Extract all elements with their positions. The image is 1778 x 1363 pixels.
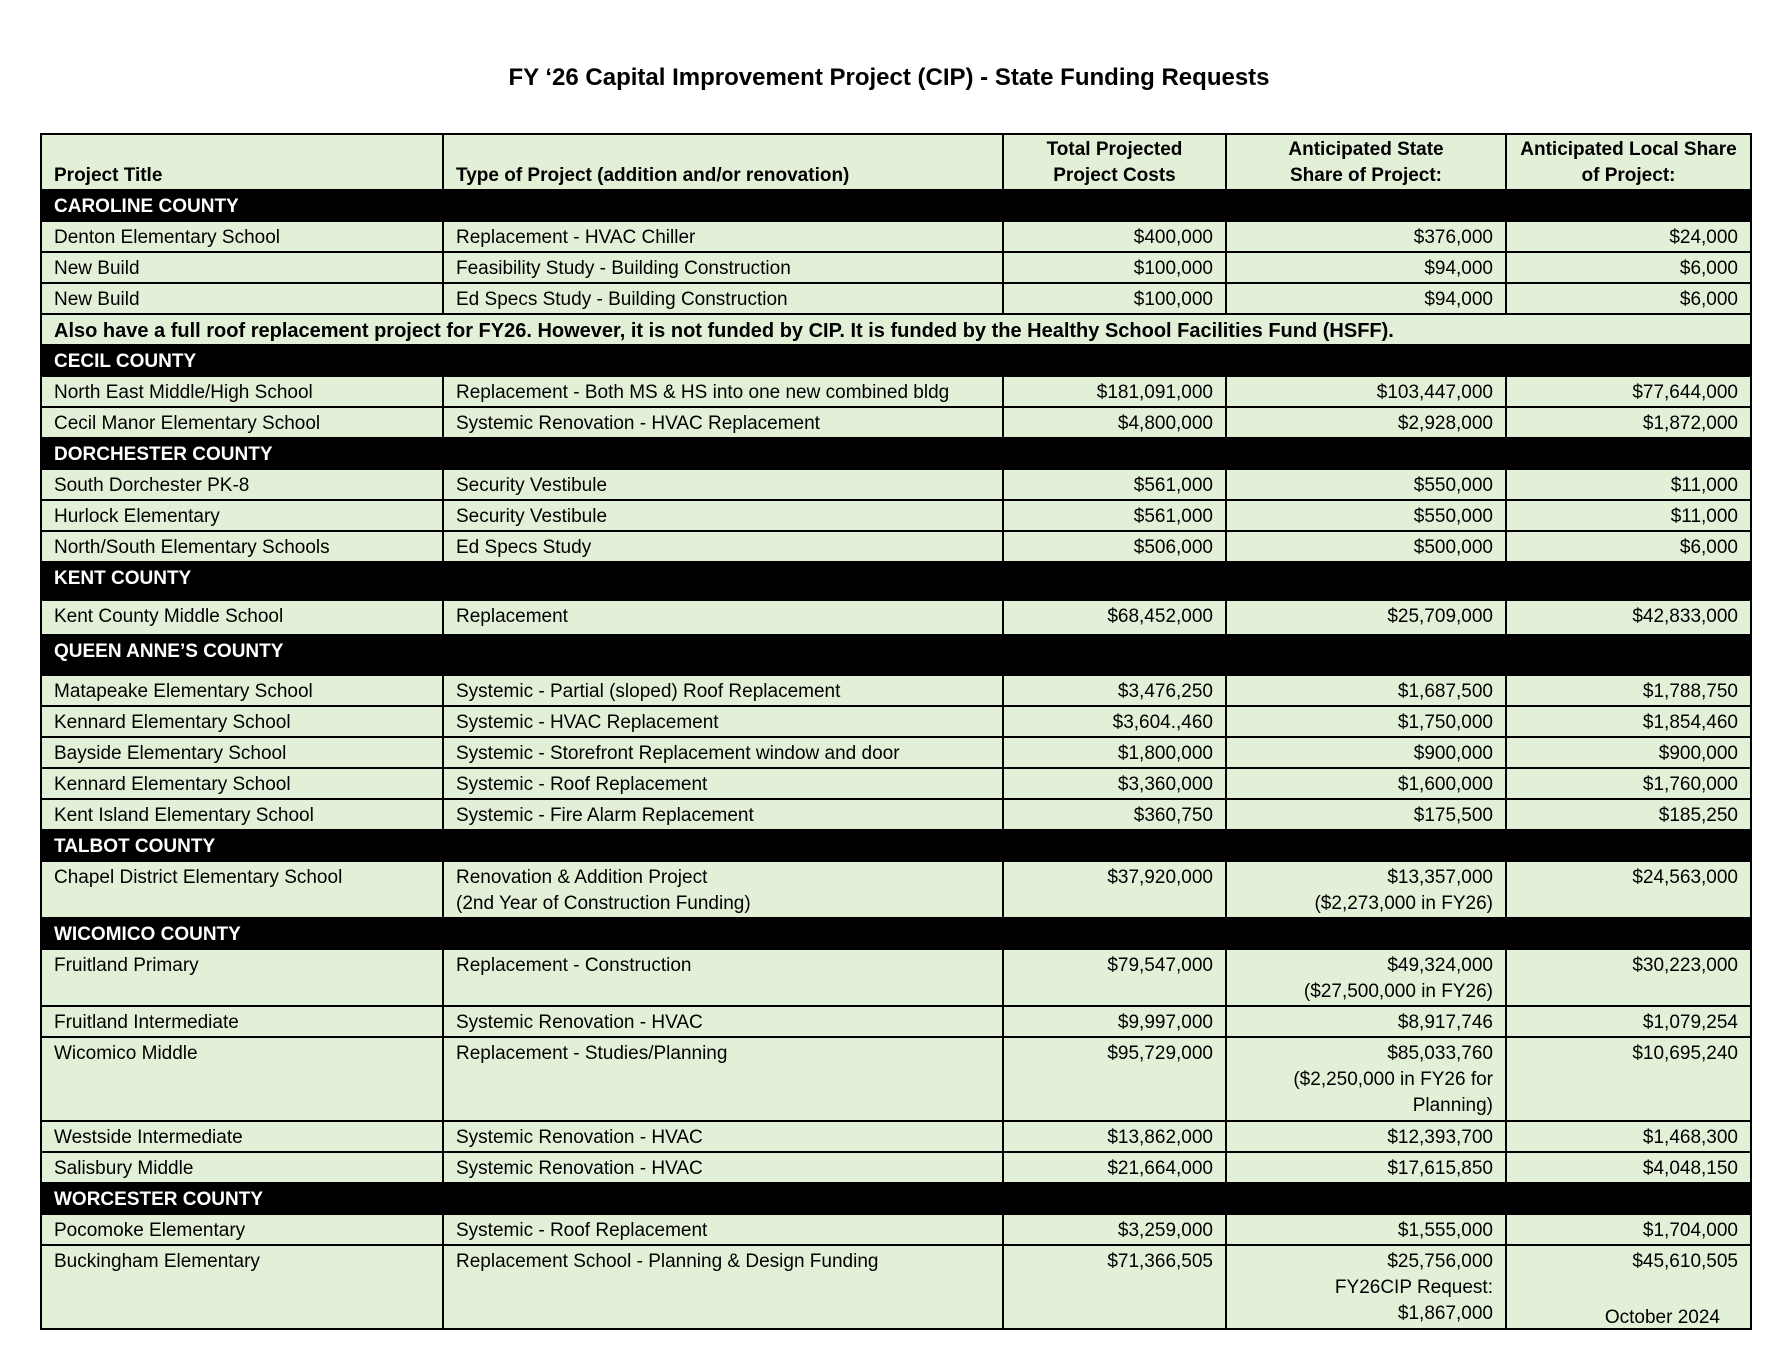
county-header-row xyxy=(41,562,1751,600)
cell-state-share xyxy=(1226,469,1506,500)
cell-project-type xyxy=(443,1245,1003,1329)
header-local-line2: of Project: xyxy=(1581,165,1676,186)
table-row xyxy=(41,1245,1751,1329)
cell-state-share-line: FY26CIP Request: xyxy=(1334,1277,1493,1298)
cell-project-type-line: Replacement - Construction xyxy=(456,955,692,976)
table-row xyxy=(41,706,1751,737)
cell-project-type xyxy=(443,1152,1003,1183)
cell-project-type-line: Systemic - Fire Alarm Replacement xyxy=(456,805,754,826)
cell-project-title: Kent County Middle School xyxy=(41,600,443,635)
cell-state-share-line: $25,756,000 xyxy=(1387,1251,1493,1272)
cell-state-share xyxy=(1226,675,1506,706)
page-title: FY ‘26 Capital Improvement Project (CIP) - State Funding Requests xyxy=(508,64,1270,91)
cell-project-type-line: Systemic Renovation - HVAC xyxy=(456,1158,703,1179)
cell-project-title: Pocomoke Elementary xyxy=(41,1214,443,1245)
cell-project-title: Wicomico Middle xyxy=(41,1037,443,1121)
cell-state-share xyxy=(1226,1121,1506,1152)
header-local-share xyxy=(1506,134,1751,190)
cell-project-title: Kennard Elementary School xyxy=(41,768,443,799)
cell-total-cost-line: $506,000 xyxy=(1133,537,1213,558)
cell-state-share-line: $17,615,850 xyxy=(1387,1158,1493,1179)
cell-local-share-line: $24,563,000 xyxy=(1632,867,1738,888)
cell-project-title: Buckingham Elementary xyxy=(41,1245,443,1329)
cell-local-share xyxy=(1506,531,1751,562)
cell-total-cost xyxy=(1003,1121,1226,1152)
cell-project-title: North East Middle/High School xyxy=(41,376,443,407)
cell-total-cost-line: $561,000 xyxy=(1133,475,1213,496)
cell-state-share-line: $85,033,760 xyxy=(1387,1043,1493,1064)
cell-state-share-line: $94,000 xyxy=(1424,258,1493,279)
table-row xyxy=(41,799,1751,830)
cell-project-title: South Dorchester PK-8 xyxy=(41,469,443,500)
county-header-row xyxy=(41,635,1751,675)
cell-local-share xyxy=(1506,799,1751,830)
cell-local-share-line: $4,048,150 xyxy=(1642,1158,1738,1179)
cell-local-share xyxy=(1506,283,1751,314)
cell-state-share xyxy=(1226,949,1506,1006)
cell-project-type xyxy=(443,500,1003,531)
cell-local-share-line: $1,468,300 xyxy=(1642,1127,1738,1148)
cell-project-title: New Build xyxy=(41,283,443,314)
cell-total-cost-line: $9,997,000 xyxy=(1117,1012,1213,1033)
county-header-row xyxy=(41,1183,1751,1214)
cell-total-cost xyxy=(1003,500,1226,531)
cell-total-cost xyxy=(1003,1152,1226,1183)
header-local-line1: Anticipated Local Share xyxy=(1520,139,1737,160)
cell-project-type xyxy=(443,376,1003,407)
cell-total-cost-line: $3,259,000 xyxy=(1117,1220,1213,1241)
county-header-row xyxy=(41,190,1751,221)
cell-total-cost-line: $95,729,000 xyxy=(1107,1043,1213,1064)
cell-local-share xyxy=(1506,768,1751,799)
cell-state-share xyxy=(1226,283,1506,314)
cell-project-type-line: Replacement - Studies/Planning xyxy=(456,1043,728,1064)
cell-state-share-line: $376,000 xyxy=(1413,227,1493,248)
cell-project-type xyxy=(443,469,1003,500)
table-header-row xyxy=(41,134,1751,190)
cell-project-type-line: Replacement - Both MS & HS into one new combined bldg xyxy=(456,382,950,403)
county-name: QUEEN ANNE’S COUNTY xyxy=(41,635,1751,675)
cell-local-share-line: $30,223,000 xyxy=(1632,955,1738,976)
header-total-cost xyxy=(1003,134,1226,190)
cell-local-share xyxy=(1506,949,1751,1006)
cell-local-share-line: $24,000 xyxy=(1669,227,1738,248)
county-name: WORCESTER COUNTY xyxy=(41,1183,1751,1214)
county-name: WICOMICO COUNTY xyxy=(41,918,1751,949)
cell-local-share-line: $1,079,254 xyxy=(1642,1012,1738,1033)
cell-project-type xyxy=(443,1214,1003,1245)
cell-local-share-line: $6,000 xyxy=(1679,258,1738,279)
cell-total-cost-line: $4,800,000 xyxy=(1117,413,1213,434)
table-row xyxy=(41,469,1751,500)
cell-project-type-line: Ed Specs Study - Building Construction xyxy=(456,289,788,310)
cell-project-title: Kennard Elementary School xyxy=(41,706,443,737)
cell-project-title: Bayside Elementary School xyxy=(41,737,443,768)
cell-local-share-line: $42,833,000 xyxy=(1632,606,1738,627)
table-row xyxy=(41,861,1751,918)
cell-state-share xyxy=(1226,737,1506,768)
cell-local-share-line: $1,788,750 xyxy=(1642,681,1738,702)
cell-state-share-line: $550,000 xyxy=(1413,475,1493,496)
cell-project-title: Fruitland Primary xyxy=(41,949,443,1006)
cell-project-type xyxy=(443,706,1003,737)
cell-local-share xyxy=(1506,1121,1751,1152)
cell-local-share xyxy=(1506,861,1751,918)
cell-total-cost xyxy=(1003,768,1226,799)
cell-total-cost-line: $1,800,000 xyxy=(1117,743,1213,764)
cell-project-type xyxy=(443,283,1003,314)
cell-state-share-line: $1,555,000 xyxy=(1397,1220,1493,1241)
cell-state-share-line: $500,000 xyxy=(1413,537,1493,558)
cell-project-type xyxy=(443,221,1003,252)
cell-state-share xyxy=(1226,1037,1506,1121)
table-row xyxy=(41,768,1751,799)
cell-project-type-line: Systemic - Roof Replacement xyxy=(456,774,708,795)
cell-project-type-line: Ed Specs Study xyxy=(456,537,592,558)
table-row xyxy=(41,252,1751,283)
cell-local-share-line: $900,000 xyxy=(1658,743,1738,764)
cell-total-cost-line: $3,360,000 xyxy=(1117,774,1213,795)
cell-state-share xyxy=(1226,221,1506,252)
cell-project-title: Hurlock Elementary xyxy=(41,500,443,531)
county-header-row xyxy=(41,345,1751,376)
table-body xyxy=(41,190,1751,1329)
cell-total-cost-line: $100,000 xyxy=(1133,289,1213,310)
table-row xyxy=(41,675,1751,706)
cell-local-share-line: $10,695,240 xyxy=(1632,1043,1738,1064)
cell-total-cost xyxy=(1003,706,1226,737)
header-state-line1: Anticipated State xyxy=(1288,139,1444,160)
cell-project-type xyxy=(443,799,1003,830)
cell-state-share-line: $1,600,000 xyxy=(1397,774,1493,795)
cell-state-share-line: $2,928,000 xyxy=(1397,413,1493,434)
cell-total-cost-line: $360,750 xyxy=(1133,805,1213,826)
cell-project-type xyxy=(443,768,1003,799)
cell-state-share xyxy=(1226,600,1506,635)
cell-state-share-line: $94,000 xyxy=(1424,289,1493,310)
cell-project-title: Fruitland Intermediate xyxy=(41,1006,443,1037)
table-row xyxy=(41,949,1751,1006)
cell-local-share xyxy=(1506,1037,1751,1121)
cell-state-share-line: $550,000 xyxy=(1413,506,1493,527)
cell-project-type-line: Systemic Renovation - HVAC xyxy=(456,1012,703,1033)
cell-local-share-line: $6,000 xyxy=(1679,289,1738,310)
header-total-line2: Project Costs xyxy=(1053,165,1176,186)
cell-local-share xyxy=(1506,469,1751,500)
cell-state-share xyxy=(1226,1214,1506,1245)
county-name: TALBOT COUNTY xyxy=(41,830,1751,861)
cell-project-type-line: Systemic Renovation - HVAC Replacement xyxy=(456,413,820,434)
cell-project-type-line: Systemic - HVAC Replacement xyxy=(456,712,719,733)
cell-state-share xyxy=(1226,531,1506,562)
cell-state-share-line: $1,687,500 xyxy=(1397,681,1493,702)
cell-state-share xyxy=(1226,407,1506,438)
note-text: Also have a full roof replacement project for FY26. However, it is not funded by CIP. It is funded by the Healthy School Facilities Fund (HSFF). xyxy=(41,314,1751,345)
cell-total-cost xyxy=(1003,531,1226,562)
cell-state-share xyxy=(1226,1006,1506,1037)
cell-state-share-line: $1,750,000 xyxy=(1397,712,1493,733)
cell-total-cost xyxy=(1003,1245,1226,1329)
cell-local-share-line: $11,000 xyxy=(1670,475,1738,496)
cell-project-title: Denton Elementary School xyxy=(41,221,443,252)
cell-project-type xyxy=(443,675,1003,706)
cell-total-cost xyxy=(1003,221,1226,252)
county-name: DORCHESTER COUNTY xyxy=(41,438,1751,469)
cell-project-type xyxy=(443,1037,1003,1121)
cell-state-share-line: ($27,500,000 in FY26) xyxy=(1303,981,1493,1002)
cell-local-share xyxy=(1506,1214,1751,1245)
county-header-row xyxy=(41,918,1751,949)
table-row xyxy=(41,1121,1751,1152)
cell-project-type-line: Security Vestibule xyxy=(456,506,608,527)
cell-state-share xyxy=(1226,1152,1506,1183)
table-row xyxy=(41,221,1751,252)
county-name: CECIL COUNTY xyxy=(41,345,1751,376)
cell-total-cost xyxy=(1003,1006,1226,1037)
cell-total-cost-line: $3,476,250 xyxy=(1117,681,1213,702)
cell-project-type xyxy=(443,600,1003,635)
cell-total-cost xyxy=(1003,799,1226,830)
cell-state-share xyxy=(1226,768,1506,799)
table-row xyxy=(41,531,1751,562)
cell-local-share xyxy=(1506,737,1751,768)
cell-project-title: Cecil Manor Elementary School xyxy=(41,407,443,438)
cell-project-type xyxy=(443,531,1003,562)
cell-total-cost-line: $79,547,000 xyxy=(1107,955,1213,976)
cell-total-cost xyxy=(1003,737,1226,768)
cell-local-share-line: $6,000 xyxy=(1679,537,1738,558)
cell-total-cost xyxy=(1003,675,1226,706)
cell-state-share xyxy=(1226,861,1506,918)
cell-total-cost xyxy=(1003,861,1226,918)
header-project-title: Project Title xyxy=(41,134,443,190)
cell-project-type xyxy=(443,949,1003,1006)
footer-date: October 2024 xyxy=(1604,1307,1720,1328)
cell-local-share-line: $77,644,000 xyxy=(1632,382,1738,403)
cell-total-cost-line: $561,000 xyxy=(1133,506,1213,527)
cell-local-share xyxy=(1506,1006,1751,1037)
cell-total-cost xyxy=(1003,600,1226,635)
cell-total-cost-line: $400,000 xyxy=(1133,227,1213,248)
cell-project-type-line: Systemic - Storefront Replacement window and door xyxy=(456,743,900,764)
cell-state-share-line: ($2,250,000 in FY26 for xyxy=(1293,1069,1493,1090)
cell-project-title: Matapeake Elementary School xyxy=(41,675,443,706)
cell-state-share-line: $103,447,000 xyxy=(1376,382,1493,403)
cell-state-share-line: $25,709,000 xyxy=(1387,606,1493,627)
note-row xyxy=(41,314,1751,345)
cell-state-share-line: $49,324,000 xyxy=(1387,955,1493,976)
cell-project-title: Chapel District Elementary School xyxy=(41,861,443,918)
cell-project-type xyxy=(443,252,1003,283)
cell-state-share-line: $1,867,000 xyxy=(1397,1303,1493,1324)
table-row xyxy=(41,376,1751,407)
table-row xyxy=(41,283,1751,314)
table-row xyxy=(41,737,1751,768)
cell-project-type-line: Systemic Renovation - HVAC xyxy=(456,1127,703,1148)
cell-total-cost-line: $71,366,505 xyxy=(1107,1251,1213,1272)
cell-project-type-line: Security Vestibule xyxy=(456,475,608,496)
county-header-row xyxy=(41,438,1751,469)
cell-total-cost xyxy=(1003,407,1226,438)
cell-local-share xyxy=(1506,675,1751,706)
cell-project-type-line: Replacement School - Planning & Design Funding xyxy=(456,1251,879,1272)
table-row xyxy=(41,1214,1751,1245)
cell-total-cost-line: $181,091,000 xyxy=(1096,382,1213,403)
cell-project-type-line: Systemic - Partial (sloped) Roof Replacement xyxy=(456,681,841,702)
cell-state-share xyxy=(1226,706,1506,737)
cell-project-type-line: Replacement xyxy=(456,606,568,627)
cell-local-share xyxy=(1506,407,1751,438)
cell-project-type-line: (2nd Year of Construction Funding) xyxy=(456,893,751,914)
cell-state-share-line: $900,000 xyxy=(1413,743,1493,764)
county-header-row xyxy=(41,830,1751,861)
cell-state-share-line: $175,500 xyxy=(1413,805,1493,826)
cell-total-cost-line: $100,000 xyxy=(1133,258,1213,279)
header-project-type: Type of Project (addition and/or renovation) xyxy=(443,134,1003,190)
cell-project-title: Kent Island Elementary School xyxy=(41,799,443,830)
cell-local-share-line: $1,872,000 xyxy=(1642,413,1738,434)
cell-total-cost-line: $68,452,000 xyxy=(1107,606,1213,627)
cip-funding-table xyxy=(40,133,1752,1330)
cell-state-share-line: Planning) xyxy=(1412,1095,1493,1116)
cell-state-share-line: $13,357,000 xyxy=(1387,867,1493,888)
cell-state-share-line: $8,917,746 xyxy=(1397,1012,1493,1033)
cell-local-share-line: $45,610,505 xyxy=(1632,1251,1738,1272)
table-row xyxy=(41,500,1751,531)
cell-total-cost-line: $37,920,000 xyxy=(1107,867,1213,888)
cell-local-share-line: $1,760,000 xyxy=(1642,774,1738,795)
cell-state-share xyxy=(1226,252,1506,283)
cell-total-cost xyxy=(1003,283,1226,314)
cell-local-share-line: $185,250 xyxy=(1658,805,1738,826)
table-row xyxy=(41,1152,1751,1183)
header-state-line2: Share of Project: xyxy=(1289,165,1443,186)
cell-local-share xyxy=(1506,252,1751,283)
cell-state-share-line: $12,393,700 xyxy=(1387,1127,1493,1148)
cell-project-title: North/South Elementary Schools xyxy=(41,531,443,562)
table-row xyxy=(41,1006,1751,1037)
cell-local-share xyxy=(1506,706,1751,737)
header-state-share xyxy=(1226,134,1506,190)
cell-state-share xyxy=(1226,1245,1506,1329)
cell-total-cost xyxy=(1003,949,1226,1006)
cell-local-share xyxy=(1506,376,1751,407)
cell-project-type-line: Feasibility Study - Building Construction xyxy=(456,258,791,279)
cell-state-share xyxy=(1226,376,1506,407)
cell-local-share xyxy=(1506,221,1751,252)
cell-local-share xyxy=(1506,1152,1751,1183)
cell-local-share-line: $11,000 xyxy=(1670,506,1738,527)
cell-local-share xyxy=(1506,600,1751,635)
cell-total-cost-line: $3,604.,460 xyxy=(1112,712,1213,733)
cell-total-cost xyxy=(1003,252,1226,283)
cell-state-share-line: ($2,273,000 in FY26) xyxy=(1314,893,1493,914)
cell-state-share xyxy=(1226,500,1506,531)
cell-project-type xyxy=(443,1121,1003,1152)
table-row xyxy=(41,600,1751,635)
cell-project-type-line: Systemic - Roof Replacement xyxy=(456,1220,708,1241)
cell-project-title: New Build xyxy=(41,252,443,283)
cell-total-cost-line: $21,664,000 xyxy=(1107,1158,1213,1179)
cell-project-type xyxy=(443,737,1003,768)
cell-project-type xyxy=(443,407,1003,438)
county-name: KENT COUNTY xyxy=(41,562,1751,600)
county-name: CAROLINE COUNTY xyxy=(41,190,1751,221)
cell-total-cost xyxy=(1003,469,1226,500)
cell-total-cost xyxy=(1003,1214,1226,1245)
cell-project-title: Westside Intermediate xyxy=(41,1121,443,1152)
cell-project-title: Salisbury Middle xyxy=(41,1152,443,1183)
cell-total-cost xyxy=(1003,1037,1226,1121)
cell-local-share-line: $1,704,000 xyxy=(1642,1220,1738,1241)
table-row xyxy=(41,407,1751,438)
cell-project-type-line: Replacement - HVAC Chiller xyxy=(456,227,696,248)
header-total-line1: Total Projected xyxy=(1046,139,1183,160)
table-row xyxy=(41,1037,1751,1121)
cell-total-cost-line: $13,862,000 xyxy=(1107,1127,1213,1148)
cell-project-type xyxy=(443,1006,1003,1037)
cell-state-share xyxy=(1226,799,1506,830)
cell-total-cost xyxy=(1003,376,1226,407)
cell-local-share xyxy=(1506,500,1751,531)
cell-local-share-line: $1,854,460 xyxy=(1642,712,1738,733)
cell-project-type xyxy=(443,861,1003,918)
cell-project-type-line: Renovation & Addition Project xyxy=(456,867,708,888)
